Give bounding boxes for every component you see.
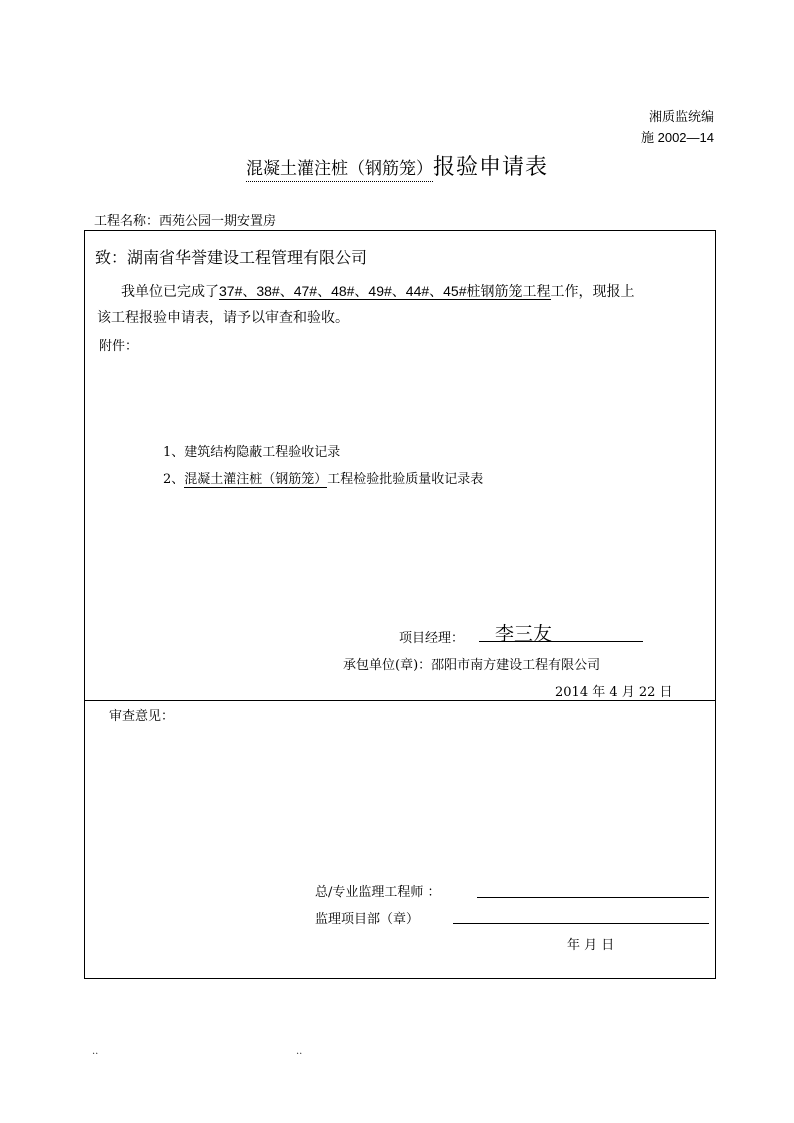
title-part1: 混凝土灌注桩（钢筋笼） — [246, 159, 433, 182]
document-title — [0, 150, 794, 181]
form-source-label: 湘质监统编 — [648, 110, 714, 125]
project-manager-label: 项目经理： — [399, 631, 465, 646]
footer-dots-left: .. — [92, 1046, 99, 1057]
supervisor-signature-line — [477, 897, 709, 898]
application-form — [84, 230, 716, 979]
supervision-dept-line — [453, 923, 709, 924]
signature-line — [479, 641, 643, 642]
attachment-text-underlined: 混凝土灌注桩（钢筋笼） — [184, 472, 328, 487]
attachment-item-2 — [163, 468, 483, 487]
review-opinion-label: 审查意见： — [109, 709, 175, 724]
attachment-text: 建筑结构隐蔽工程验收记录 — [184, 445, 341, 460]
project-manager-signature: 李三友 — [495, 623, 553, 645]
attachment-item-1 — [163, 441, 340, 460]
body-text-line2: 该工程报验申请表，请予以审查和验收。 — [97, 310, 349, 326]
addressee: 致：湖南省华誉建设工程管理有限公司 — [95, 248, 368, 267]
body-text-line1 — [121, 281, 635, 301]
body-suffix: 工作，现报上 — [550, 284, 635, 300]
form-code-label: 施 2002—14 — [641, 130, 714, 145]
body-prefix: 我单位已完成了 — [121, 284, 219, 300]
application-date: 2014 年 4 月 22 日 — [555, 685, 673, 700]
attachment-number: 2、 — [163, 472, 185, 487]
supervisor-label: 总/专业监理工程师 ： — [315, 885, 441, 900]
footer-dots-right: .. — [296, 1046, 303, 1057]
contractor-line: 承包单位(章)：邵阳市南方建设工程有限公司 — [343, 658, 601, 673]
project-name: 工程名称：西苑公园一期安置房 — [94, 214, 277, 229]
section-divider — [85, 700, 715, 701]
body-underlined: 37#、38#、47#、48#、49#、44#、45#桩钢筋笼工程 — [219, 283, 551, 299]
supervision-dept-label: 监理项目部（章） — [315, 912, 420, 927]
attachment-text-rest: 工程检验批验质量收记录表 — [327, 472, 484, 487]
attachment-number: 1、 — [163, 445, 185, 460]
review-date: 年 月 日 — [567, 938, 615, 953]
title-part2: 报验申请表 — [432, 155, 548, 180]
attachments-label: 附件： — [99, 339, 139, 354]
